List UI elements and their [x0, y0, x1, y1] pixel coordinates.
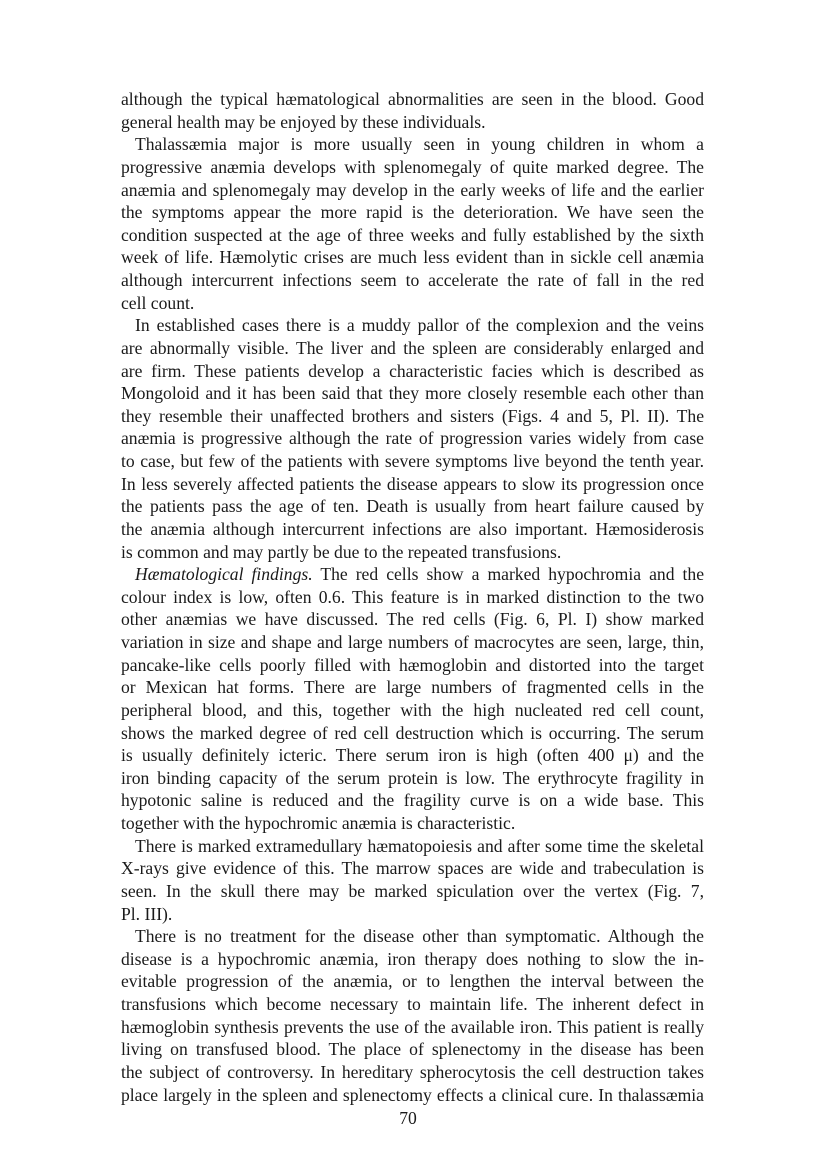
line-text: Thalassæmia major is more usually seen in young children in whom a	[135, 134, 704, 155]
line-text: cell count.	[121, 292, 195, 313]
text-line	[121, 880, 704, 903]
line-text: transfusions which become necessary to maintain life. The inherent defect in	[121, 994, 704, 1014]
text-line	[121, 631, 704, 654]
text-line	[121, 767, 704, 790]
line-text: pancake-like cells poorly filled with hæmoglobin and distorted into the target	[121, 654, 704, 675]
text-line	[121, 857, 704, 880]
line-text: The red cells show a marked hypochromia and the	[312, 564, 705, 585]
line-text: variation in size and shape and large numbers of macrocytes are seen, large, thin,	[121, 632, 704, 652]
line-text: is common and may partly be due to the repeated transfusions.	[121, 541, 562, 562]
text-line	[121, 337, 704, 360]
line-text: Mongoloid and it has been said that they more closely resemble each other than	[121, 383, 704, 404]
text-line	[121, 789, 704, 812]
text-line	[121, 201, 704, 224]
line-text: is usually definitely icteric. There serum iron is high (often 400 μ) and the	[121, 745, 704, 766]
text-line	[121, 563, 704, 586]
text-line	[121, 405, 704, 428]
text-line	[121, 269, 704, 292]
line-text: X-rays give evidence of this. The marrow spaces are wide and trabeculation is	[121, 858, 704, 879]
line-text: evitable progression of the anæmia, or to lengthen the interval between the	[121, 971, 704, 992]
line-text: shows the marked degree of red cell destruction which is occurring. The serum	[121, 722, 704, 743]
text-line	[121, 1084, 704, 1107]
line-text: although intercurrent infections seem to accelerate the rate of fall in the red	[121, 270, 704, 290]
line-text: are firm. These patients develop a characteristic facies which is described as	[121, 360, 704, 381]
text-line	[121, 722, 704, 745]
line-text: disease is a hypochromic anæmia, iron therapy does nothing to slow the in-	[121, 948, 704, 969]
line-text: living on transfused blood. The place of splenectomy in the disease has been	[121, 1039, 704, 1060]
line-text: place largely in the spleen and splenectomy effects a clinical cure. In thalassæmia	[121, 1084, 704, 1105]
text-line	[121, 111, 704, 134]
text-line	[121, 518, 704, 541]
line-text: week of life. Hæmolytic crises are much less evident than in sickle cell anæmia	[121, 247, 704, 268]
page-number: 70	[399, 1108, 417, 1128]
line-text: iron binding capacity of the serum protein is low. The erythrocyte fragility in	[121, 767, 704, 788]
text-line	[121, 676, 704, 699]
line-text: In established cases there is a muddy pallor of the complexion and the veins	[135, 315, 704, 336]
text-line	[121, 224, 704, 247]
text-line	[121, 179, 704, 202]
text-line	[121, 1038, 704, 1061]
line-text: the anæmia although intercurrent infections are also important. Hæmosiderosis	[121, 518, 704, 539]
line-text: progressive anæmia develops with splenomegaly of quite marked degree. The	[121, 156, 704, 177]
text-line	[121, 88, 704, 111]
body-text	[121, 88, 704, 1106]
text-line	[121, 360, 704, 383]
text-line	[121, 541, 704, 564]
line-text: anæmia and splenomegaly may develop in the early weeks of life and the earlier	[121, 179, 704, 200]
line-text: general health may be enjoyed by these individuals.	[121, 111, 486, 132]
line-text: There is marked extramedullary hæmatopoiesis and after some time the skeletal	[135, 835, 704, 856]
text-line	[121, 427, 704, 450]
text-line	[121, 812, 704, 835]
line-text: the symptoms appear the more rapid is the deterioration. We have seen the	[121, 202, 704, 223]
text-line	[121, 903, 704, 926]
line-text: the patients pass the age of ten. Death is usually from heart failure caused by	[121, 496, 704, 517]
text-line	[121, 608, 704, 631]
text-line	[121, 1061, 704, 1084]
line-text: seen. In the skull there may be marked spiculation over the vertex (Fig. 7,	[121, 880, 704, 901]
text-line	[121, 292, 704, 315]
line-text: or Mexican hat forms. There are large numbers of fragmented cells in the	[121, 677, 704, 698]
text-line	[121, 156, 704, 179]
text-line	[121, 473, 704, 496]
line-text: other anæmias we have discussed. The red cells (Fig. 6, Pl. I) show marked	[121, 609, 704, 630]
text-line	[121, 970, 704, 993]
line-text: hypotonic saline is reduced and the fragility curve is on a wide base. This	[121, 790, 704, 811]
line-text: condition suspected at the age of three weeks and fully established by the sixth	[121, 224, 704, 245]
line-text: There is no treatment for the disease other than symptomatic. Although the	[135, 926, 704, 947]
text-line	[121, 133, 704, 156]
line-text: colour index is low, often 0.6. This feature is in marked distinction to the two	[121, 586, 704, 607]
text-line	[121, 382, 704, 405]
text-line	[121, 495, 704, 518]
text-line	[121, 246, 704, 269]
line-text: are abnormally visible. The liver and the spleen are considerably enlarged and	[121, 337, 704, 358]
text-line	[121, 586, 704, 609]
line-text: hæmoglobin synthesis prevents the use of the available iron. This patient is really	[121, 1016, 704, 1037]
line-text: to case, but few of the patients with severe symptoms live beyond the tenth year.	[121, 451, 704, 471]
text-line	[121, 699, 704, 722]
line-text: together with the hypochromic anæmia is characteristic.	[121, 813, 516, 833]
text-line	[121, 1016, 704, 1039]
line-text: the subject of controversy. In hereditary spherocytosis the cell destruction takes	[121, 1061, 704, 1082]
text-line	[121, 654, 704, 677]
line-text: they resemble their unaffected brothers and sisters (Figs. 4 and 5, Pl. II). The	[121, 405, 704, 426]
line-text: peripheral blood, and this, together with the high nucleated red cell count,	[121, 699, 704, 720]
text-line	[121, 314, 704, 337]
line-text: anæmia is progressive although the rate of progression varies widely from case	[121, 428, 704, 449]
text-line	[121, 925, 704, 948]
line-text: although the typical hæmatological abnormalities are seen in the blood. Good	[121, 89, 704, 109]
text-line	[121, 450, 704, 473]
text-line	[121, 948, 704, 971]
text-line	[121, 993, 704, 1016]
line-text: Pl. III).	[121, 903, 173, 924]
line-text: In less severely affected patients the disease appears to slow its progression once	[121, 473, 704, 494]
text-line	[121, 744, 704, 767]
section-heading: Hæmatological findings.	[135, 564, 313, 585]
text-line	[121, 835, 704, 858]
